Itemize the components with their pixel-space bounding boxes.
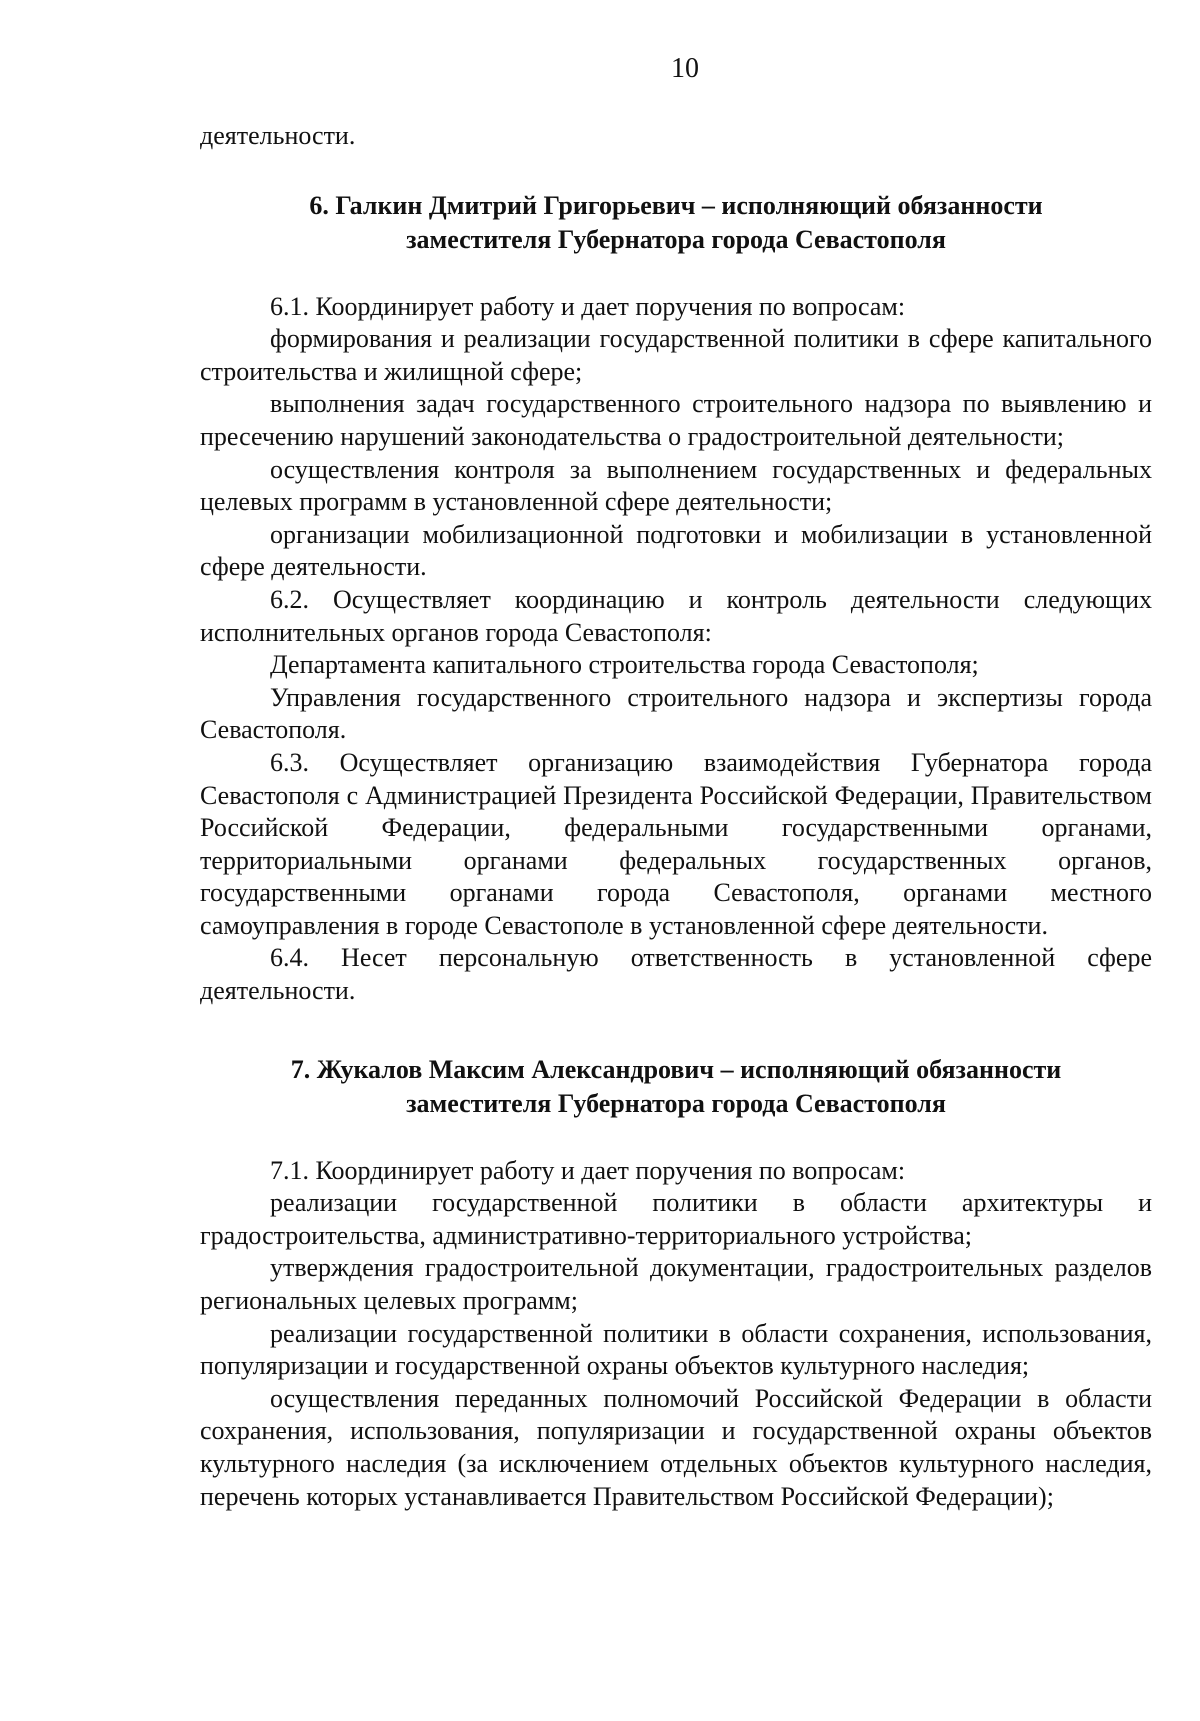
paragraph-6-4: 6.4. Несет персональную ответственность в установленной сфере деятельности. (200, 943, 1152, 1006)
paragraph-7-1-d: осуществления переданных полномочий Российской Федерации в области сохранения, использования, популяризации и государственной охраны объектов культурного наследия (за исключением отдельных объектов культурного наследия, перечень которых устанавливается Правительством Российской Федерации); (200, 1383, 1152, 1511)
paragraph-6-1-b: выполнения задач государственного строительного надзора по выявлению и пресечению нарушений законодательства о градостроительной деятельности; (200, 389, 1152, 451)
paragraph-6-1: 6.1. Координирует работу и дает поручения по вопросам: (270, 291, 906, 321)
paragraph-6-1-d: организации мобилизационной подготовки и мобилизации в установленной сфере деятельности. (200, 519, 1152, 582)
lead-continuation: деятельности. (200, 121, 356, 150)
paragraph-7-1-a: реализации государственной политики в области архитектуры и градостроительства, административно-территориального устройства; (200, 1188, 1152, 1250)
document-body (200, 120, 1152, 1513)
paragraph-6-2: 6.2. Осуществляет координацию и контроль деятельности следующих исполнительных органов города Севастополя: (200, 584, 1152, 647)
paragraph-7-1-c: реализации государственной политики в области сохранения, использования, популяризации и государственной охраны объектов культурного наследия; (200, 1318, 1152, 1381)
section-7-heading-line-2: заместителя Губернатора города Севастополя (406, 1088, 946, 1118)
section-7-heading (200, 1053, 1152, 1121)
paragraph-6-1-c: осуществления контроля за выполнением государственных и федеральных целевых программ в установленной сфере деятельности; (200, 454, 1152, 517)
paragraph-6-2-a: Департамента капитального строительства города Севастополя; (270, 650, 979, 680)
paragraph-7-1-b: утверждения градостроительной документации, градостроительных разделов региональных целевых программ; (200, 1253, 1152, 1316)
section-7-heading-line-1: 7. Жукалов Максим Александрович – исполняющий обязанности (290, 1054, 1062, 1084)
section-6-heading (200, 189, 1152, 257)
section-6-heading-line-1: 6. Галкин Дмитрий Григорьевич – исполняющий обязанности (309, 190, 1043, 220)
paragraph-6-3: 6.3. Осуществляет организацию взаимодействия Губернатора города Севастополя с Администрацией Президента Российской Федерации, Правительством Российской Федерации, федеральными государственными органами, территориальными органами федеральных государственных органов, государственными органами города Севастополя, органами местного самоуправления в городе Севастополе в установленной сфере деятельности. (200, 747, 1152, 940)
paragraph-6-2-b: Управления государственного строительного надзора и экспертизы города Севастополя. (200, 682, 1152, 745)
page-number: 10 (671, 53, 699, 84)
paragraph-6-1-a: формирования и реализации государственной политики в сфере капитального строительства и жилищной сфере; (200, 324, 1152, 386)
section-6-heading-line-2: заместителя Губернатора города Севастополя (406, 224, 946, 254)
paragraph-7-1: 7.1. Координирует работу и дает поручения по вопросам: (270, 1155, 906, 1185)
